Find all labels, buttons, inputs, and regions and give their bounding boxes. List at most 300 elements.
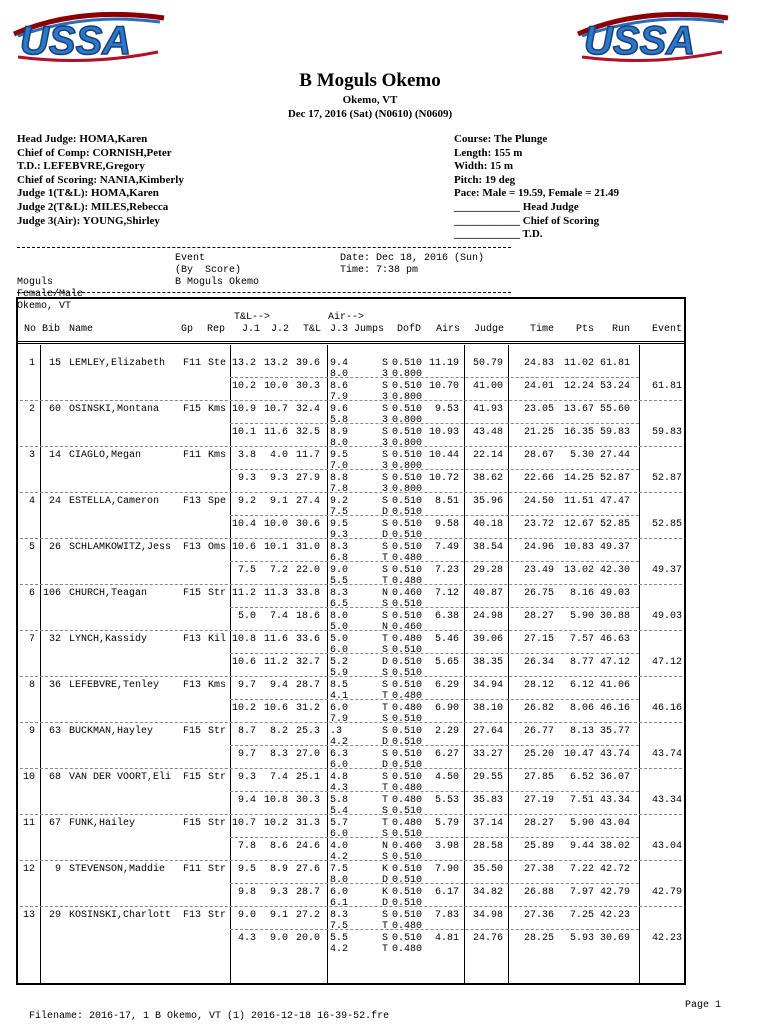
- athlete-group: F15: [183, 818, 202, 829]
- score-airs: 6.17: [434, 887, 459, 898]
- score-judge: 38.35: [472, 657, 503, 668]
- athlete-club: Ste: [208, 358, 227, 369]
- course-line: Pace: Male = 19.59, Female = 21.49: [454, 187, 619, 200]
- result-rank: 6: [28, 588, 35, 599]
- score-j1: 9.3: [237, 772, 256, 783]
- result-bib: 29: [48, 910, 61, 921]
- run-time: 26.75: [523, 588, 554, 599]
- jump-code: S: [382, 910, 389, 921]
- athlete-club: Str: [208, 588, 227, 599]
- athlete-club: Str: [208, 910, 227, 921]
- jump-code: S: [382, 611, 389, 622]
- run-time: 26.77: [523, 726, 554, 737]
- jump-code: K: [382, 864, 389, 875]
- score-j3: 5.0: [330, 634, 349, 645]
- score-j3: 7.0: [330, 461, 349, 472]
- run-time: 21.25: [523, 427, 554, 438]
- score-airs: 3.98: [434, 841, 459, 852]
- score-j3: 8.3: [330, 542, 349, 553]
- score-airs: 6.27: [434, 749, 459, 760]
- official-line: Chief of Comp: CORNISH,Peter: [17, 146, 172, 159]
- result-rank: 5: [28, 542, 35, 553]
- score-airs: 7.23: [434, 565, 459, 576]
- score-j2: 11.6: [263, 634, 288, 645]
- event-header-date: [340, 253, 484, 277]
- divider: [17, 292, 511, 293]
- jump-dofd: 0.510: [392, 772, 423, 783]
- column-header-jumps: Jumps: [354, 324, 385, 335]
- score-j1: 10.4: [231, 519, 256, 530]
- athlete-group: F13: [183, 542, 202, 553]
- run-score: 41.06: [599, 680, 630, 691]
- score-j1: 9.7: [237, 749, 256, 760]
- run-score: 49.03: [599, 588, 630, 599]
- score-tl: 27.9: [295, 473, 320, 484]
- score-j1: 9.4: [237, 795, 256, 806]
- score-j3: 6.0: [330, 645, 349, 656]
- run-score: 49.37: [599, 542, 630, 553]
- jump-dofd: 0.510: [392, 473, 423, 484]
- score-airs: 7.12: [434, 588, 459, 599]
- score-tl: 24.6: [295, 841, 320, 852]
- score-j3: .3: [330, 726, 343, 737]
- run-score: 46.63: [599, 634, 630, 645]
- score-j1: 10.6: [231, 657, 256, 668]
- score-j1: 9.7: [237, 680, 256, 691]
- jump-code: T: [382, 576, 389, 587]
- time-points: 5.30: [569, 450, 594, 461]
- event-score: 42.79: [651, 887, 682, 898]
- result-bib: 26: [48, 542, 61, 553]
- jump-code: 3: [382, 415, 389, 426]
- jump-code: D: [382, 657, 389, 668]
- run-score: 47.47: [599, 496, 630, 507]
- score-j2: 9.1: [269, 496, 288, 507]
- footer-filename: Filename: 2016-17, 1 B Okemo, VT (1) 2016-12-18 16-39-52.fre: [29, 1011, 390, 1022]
- athlete-club: Str: [208, 726, 227, 737]
- score-j1: 4.3: [237, 933, 256, 944]
- score-tl: 27.6: [295, 864, 320, 875]
- event-header-line: Event: [175, 253, 206, 264]
- result-rank: 1: [28, 358, 35, 369]
- athlete-name: VAN DER VOORT,Eli: [69, 772, 172, 783]
- score-judge: 38.54: [472, 542, 503, 553]
- athlete-group: F13: [183, 634, 202, 645]
- score-airs: 5.79: [434, 818, 459, 829]
- course-line: Length: 155 m: [454, 146, 523, 159]
- time-points: 11.02: [563, 358, 594, 369]
- column-rule: [40, 345, 41, 985]
- run-separator: [230, 837, 639, 838]
- event-header-line: B Moguls Okemo: [175, 277, 260, 288]
- score-tl: 33.6: [295, 634, 320, 645]
- column-header-j2: J.2: [270, 324, 289, 335]
- run-score: 42.23: [599, 910, 630, 921]
- jump-code: T: [382, 691, 389, 702]
- score-j3: 8.0: [330, 875, 349, 886]
- score-tl: 27.4: [295, 496, 320, 507]
- score-j3: 7.5: [330, 507, 349, 518]
- course-line: Pitch: 19 deg: [454, 173, 516, 186]
- athlete-separator: [20, 584, 682, 585]
- course-info: [454, 133, 619, 242]
- header-air-group: Air-->: [328, 312, 365, 323]
- athlete-group: F13: [183, 680, 202, 691]
- time-points: 16.35: [563, 427, 594, 438]
- jump-dofd: 0.510: [392, 829, 423, 840]
- course-line: ____________ T.D.: [454, 228, 543, 241]
- jump-dofd: 0.480: [392, 944, 423, 955]
- score-j2: 8.2: [269, 726, 288, 737]
- run-separator: [230, 791, 639, 792]
- jump-dofd: 0.480: [392, 703, 423, 714]
- athlete-name: LEMLEY,Elizabeth: [69, 358, 166, 369]
- event-header-line: (By Score): [175, 265, 242, 276]
- course-line: ____________ Chief of Scoring: [454, 214, 600, 227]
- event-location: Okemo, VT: [342, 94, 398, 106]
- result-bib: 36: [48, 680, 61, 691]
- score-j3: 8.9: [330, 427, 349, 438]
- jump-code: T: [382, 703, 389, 714]
- column-rule: [464, 345, 465, 985]
- result-bib: 32: [48, 634, 61, 645]
- jump-dofd: 0.510: [392, 806, 423, 817]
- run-time: 23.72: [523, 519, 554, 530]
- time-points: 11.51: [563, 496, 594, 507]
- jump-dofd: 0.510: [392, 933, 423, 944]
- athlete-separator: [20, 492, 682, 493]
- jump-dofd: 0.480: [392, 795, 423, 806]
- jump-code: D: [382, 507, 389, 518]
- result-bib: 106: [42, 588, 61, 599]
- jump-code: S: [382, 542, 389, 553]
- score-j1: 10.7: [231, 818, 256, 829]
- score-j2: 10.8: [263, 795, 288, 806]
- jump-dofd: 0.510: [392, 530, 423, 541]
- jump-dofd: 0.510: [392, 657, 423, 668]
- score-j2: 8.9: [269, 864, 288, 875]
- result-bib: 14: [48, 450, 61, 461]
- score-j2: 7.4: [269, 611, 288, 622]
- score-tl: 39.6: [295, 358, 320, 369]
- score-tl: 22.0: [295, 565, 320, 576]
- run-separator: [230, 745, 639, 746]
- run-score: 52.87: [599, 473, 630, 484]
- jump-dofd: 0.800: [392, 461, 423, 472]
- score-j3: 5.2: [330, 657, 349, 668]
- score-airs: 7.49: [434, 542, 459, 553]
- score-judge: 37.14: [472, 818, 503, 829]
- score-j3: 6.5: [330, 599, 349, 610]
- jump-dofd: 0.510: [392, 381, 423, 392]
- event-score: 49.37: [651, 565, 682, 576]
- jump-dofd: 0.460: [392, 588, 423, 599]
- score-airs: 7.90: [434, 864, 459, 875]
- score-tl: 30.3: [295, 381, 320, 392]
- score-j3: 7.8: [330, 484, 349, 495]
- jump-code: S: [382, 714, 389, 725]
- jump-dofd: 0.510: [392, 450, 423, 461]
- score-judge: 41.00: [472, 381, 503, 392]
- score-j3: 5.9: [330, 668, 349, 679]
- score-j3: 6.0: [330, 760, 349, 771]
- time-points: 13.02: [563, 565, 594, 576]
- score-j3: 5.5: [330, 576, 349, 587]
- score-tl: 33.8: [295, 588, 320, 599]
- run-time: 23.05: [523, 404, 554, 415]
- athlete-name: CHURCH,Teagan: [69, 588, 148, 599]
- score-j3: 8.0: [330, 438, 349, 449]
- score-j1: 10.1: [231, 427, 256, 438]
- event-score: 52.87: [651, 473, 682, 484]
- time-points: 7.51: [569, 795, 594, 806]
- score-j3: 4.3: [330, 783, 349, 794]
- run-time: 24.83: [523, 358, 554, 369]
- score-j1: 7.8: [237, 841, 256, 852]
- run-time: 24.50: [523, 496, 554, 507]
- score-judge: 41.93: [472, 404, 503, 415]
- run-time: 24.01: [523, 381, 554, 392]
- score-judge: 43.48: [472, 427, 503, 438]
- run-time: 28.67: [523, 450, 554, 461]
- result-bib: 15: [48, 358, 61, 369]
- jump-dofd: 0.510: [392, 898, 423, 909]
- jump-dofd: 0.460: [392, 622, 423, 633]
- run-time: 26.82: [523, 703, 554, 714]
- event-score: 61.81: [651, 381, 682, 392]
- time-points: 7.25: [569, 910, 594, 921]
- run-separator: [230, 607, 639, 608]
- score-j3: 9.3: [330, 530, 349, 541]
- run-score: 55.60: [599, 404, 630, 415]
- run-score: 52.85: [599, 519, 630, 530]
- jump-code: 3: [382, 461, 389, 472]
- result-rank: 12: [22, 864, 35, 875]
- score-j3: 9.4: [330, 358, 349, 369]
- score-j2: 10.7: [263, 404, 288, 415]
- run-time: 28.27: [523, 818, 554, 829]
- run-separator: [230, 423, 639, 424]
- score-j3: 6.0: [330, 887, 349, 898]
- score-tl: 30.3: [295, 795, 320, 806]
- score-airs: 10.93: [428, 427, 459, 438]
- jump-code: 3: [382, 438, 389, 449]
- jump-code: S: [382, 749, 389, 760]
- score-j3: 8.0: [330, 611, 349, 622]
- jump-dofd: 0.800: [392, 484, 423, 495]
- score-airs: 5.53: [434, 795, 459, 806]
- jump-dofd: 0.510: [392, 875, 423, 886]
- score-j2: 7.4: [269, 772, 288, 783]
- run-time: 27.15: [523, 634, 554, 645]
- run-score: 27.44: [599, 450, 630, 461]
- run-separator: [230, 883, 639, 884]
- score-airs: 4.50: [434, 772, 459, 783]
- score-j3: 4.2: [330, 944, 349, 955]
- run-time: 25.20: [523, 749, 554, 760]
- jump-dofd: 0.510: [392, 507, 423, 518]
- score-judge: 29.28: [472, 565, 503, 576]
- score-j3: 5.8: [330, 415, 349, 426]
- score-j3: 6.1: [330, 898, 349, 909]
- athlete-name: STEVENSON,Maddie: [69, 864, 166, 875]
- official-line: Judge 2(T&L): MILES,Rebecca: [17, 200, 169, 213]
- column-header-time: Time: [529, 324, 554, 335]
- run-score: 59.83: [599, 427, 630, 438]
- time-points: 6.12: [569, 680, 594, 691]
- athlete-separator: [20, 400, 682, 401]
- athlete-name: ESTELLA,Cameron: [69, 496, 160, 507]
- time-points: 12.67: [563, 519, 594, 530]
- jump-dofd: 0.800: [392, 415, 423, 426]
- score-j2: 10.0: [263, 519, 288, 530]
- jump-code: D: [382, 875, 389, 886]
- course-line: Width: 15 m: [454, 160, 514, 173]
- athlete-separator: [20, 538, 682, 539]
- jump-code: K: [382, 887, 389, 898]
- score-tl: 11.7: [295, 450, 320, 461]
- athlete-club: Kms: [208, 680, 227, 691]
- jump-dofd: 0.480: [392, 783, 423, 794]
- athlete-name: LEFEBVRE,Tenley: [69, 680, 160, 691]
- event-header-line: Female/Male: [17, 289, 84, 300]
- athlete-group: F13: [183, 910, 202, 921]
- athlete-name: BUCKMAN,Hayley: [69, 726, 154, 737]
- athlete-club: Str: [208, 772, 227, 783]
- score-j1: 9.5: [237, 864, 256, 875]
- time-points: 5.93: [569, 933, 594, 944]
- column-header-dofd: DofD: [396, 324, 421, 335]
- jump-dofd: 0.510: [392, 852, 423, 863]
- event-date-line: Dec 17, 2016 (Sat) (N0610) (N0609): [287, 108, 453, 120]
- score-j2: 11.6: [263, 427, 288, 438]
- score-j2: 11.2: [263, 657, 288, 668]
- result-bib: 68: [48, 772, 61, 783]
- score-tl: 20.0: [295, 933, 320, 944]
- run-time: 27.19: [523, 795, 554, 806]
- logo-text: USSA: [20, 19, 132, 62]
- column-header-airs: Airs: [435, 324, 460, 335]
- score-j3: 5.8: [330, 795, 349, 806]
- event-score: 42.23: [651, 933, 682, 944]
- time-points: 12.24: [563, 381, 594, 392]
- score-judge: 40.87: [472, 588, 503, 599]
- result-rank: 4: [28, 496, 35, 507]
- score-j3: 7.9: [330, 392, 349, 403]
- score-tl: 32.4: [295, 404, 320, 415]
- jump-dofd: 0.510: [392, 749, 423, 760]
- jump-code: T: [382, 944, 389, 955]
- event-score: 43.74: [651, 749, 682, 760]
- column-header-rep: Rep: [206, 324, 225, 335]
- result-bib: 24: [48, 496, 61, 507]
- jump-code: D: [382, 530, 389, 541]
- jump-code: 3: [382, 392, 389, 403]
- result-rank: 10: [22, 772, 35, 783]
- event-header-line: Okemo, VT: [17, 301, 72, 312]
- official-line: Head Judge: HOMA,Karen: [17, 133, 148, 145]
- result-rank: 7: [28, 634, 35, 645]
- jump-code: S: [382, 680, 389, 691]
- run-separator: [230, 929, 639, 930]
- jump-dofd: 0.510: [392, 714, 423, 725]
- score-j3: 7.9: [330, 714, 349, 725]
- score-j3: 7.5: [330, 864, 349, 875]
- athlete-group: F11: [183, 864, 202, 875]
- event-score: 47.12: [651, 657, 682, 668]
- score-tl: 31.3: [295, 818, 320, 829]
- time-points: 8.06: [569, 703, 594, 714]
- run-time: 22.66: [523, 473, 554, 484]
- time-points: 6.52: [569, 772, 594, 783]
- run-time: 25.89: [523, 841, 554, 852]
- run-time: 27.38: [523, 864, 554, 875]
- column-header-j3: J.3: [329, 324, 348, 335]
- score-judge: 39.06: [472, 634, 503, 645]
- score-tl: 31.0: [295, 542, 320, 553]
- run-score: 42.79: [599, 887, 630, 898]
- time-points: 5.90: [569, 818, 594, 829]
- athlete-separator: [20, 722, 682, 723]
- score-j1: 10.2: [231, 703, 256, 714]
- jump-dofd: 0.510: [392, 737, 423, 748]
- jump-code: S: [382, 599, 389, 610]
- time-points: 10.47: [563, 749, 594, 760]
- score-j1: 9.8: [237, 887, 256, 898]
- column-rule: [639, 345, 640, 985]
- jump-dofd: 0.510: [392, 358, 423, 369]
- result-rank: 2: [28, 404, 35, 415]
- athlete-group: F11: [183, 450, 202, 461]
- event-score: 52.85: [651, 519, 682, 530]
- jump-dofd: 0.510: [392, 496, 423, 507]
- results-table: [16, 297, 686, 985]
- score-j3: 9.2: [330, 496, 349, 507]
- score-j3: 9.0: [330, 565, 349, 576]
- score-judge: 24.76: [472, 933, 503, 944]
- score-airs: 11.19: [428, 358, 459, 369]
- event-header-event: [175, 253, 259, 289]
- column-header-bib: Bib: [42, 324, 61, 335]
- athlete-club: Str: [208, 864, 227, 875]
- athlete-separator: [20, 814, 682, 815]
- score-j3: 7.5: [330, 921, 349, 932]
- jump-dofd: 0.480: [392, 634, 423, 645]
- run-time: 28.12: [523, 680, 554, 691]
- jump-code: T: [382, 553, 389, 564]
- score-judge: 33.27: [472, 749, 503, 760]
- score-airs: 2.29: [434, 726, 459, 737]
- score-j2: 10.2: [263, 818, 288, 829]
- jump-dofd: 0.510: [392, 542, 423, 553]
- score-tl: 25.3: [295, 726, 320, 737]
- event-header-line: Time: 7:38 pm: [340, 265, 419, 276]
- score-judge: 22.14: [472, 450, 503, 461]
- ussa-logo-right: [572, 4, 734, 62]
- jump-dofd: 0.460: [392, 841, 423, 852]
- jump-code: S: [382, 519, 389, 530]
- score-judge: 24.98: [472, 611, 503, 622]
- time-points: 10.83: [563, 542, 594, 553]
- jump-dofd: 0.480: [392, 818, 423, 829]
- jump-code: T: [382, 634, 389, 645]
- header-rule: [18, 341, 684, 344]
- run-score: 30.88: [599, 611, 630, 622]
- score-airs: 7.83: [434, 910, 459, 921]
- result-rank: 11: [22, 818, 35, 829]
- score-tl: 27.2: [295, 910, 320, 921]
- column-header-j1: J.1: [241, 324, 260, 335]
